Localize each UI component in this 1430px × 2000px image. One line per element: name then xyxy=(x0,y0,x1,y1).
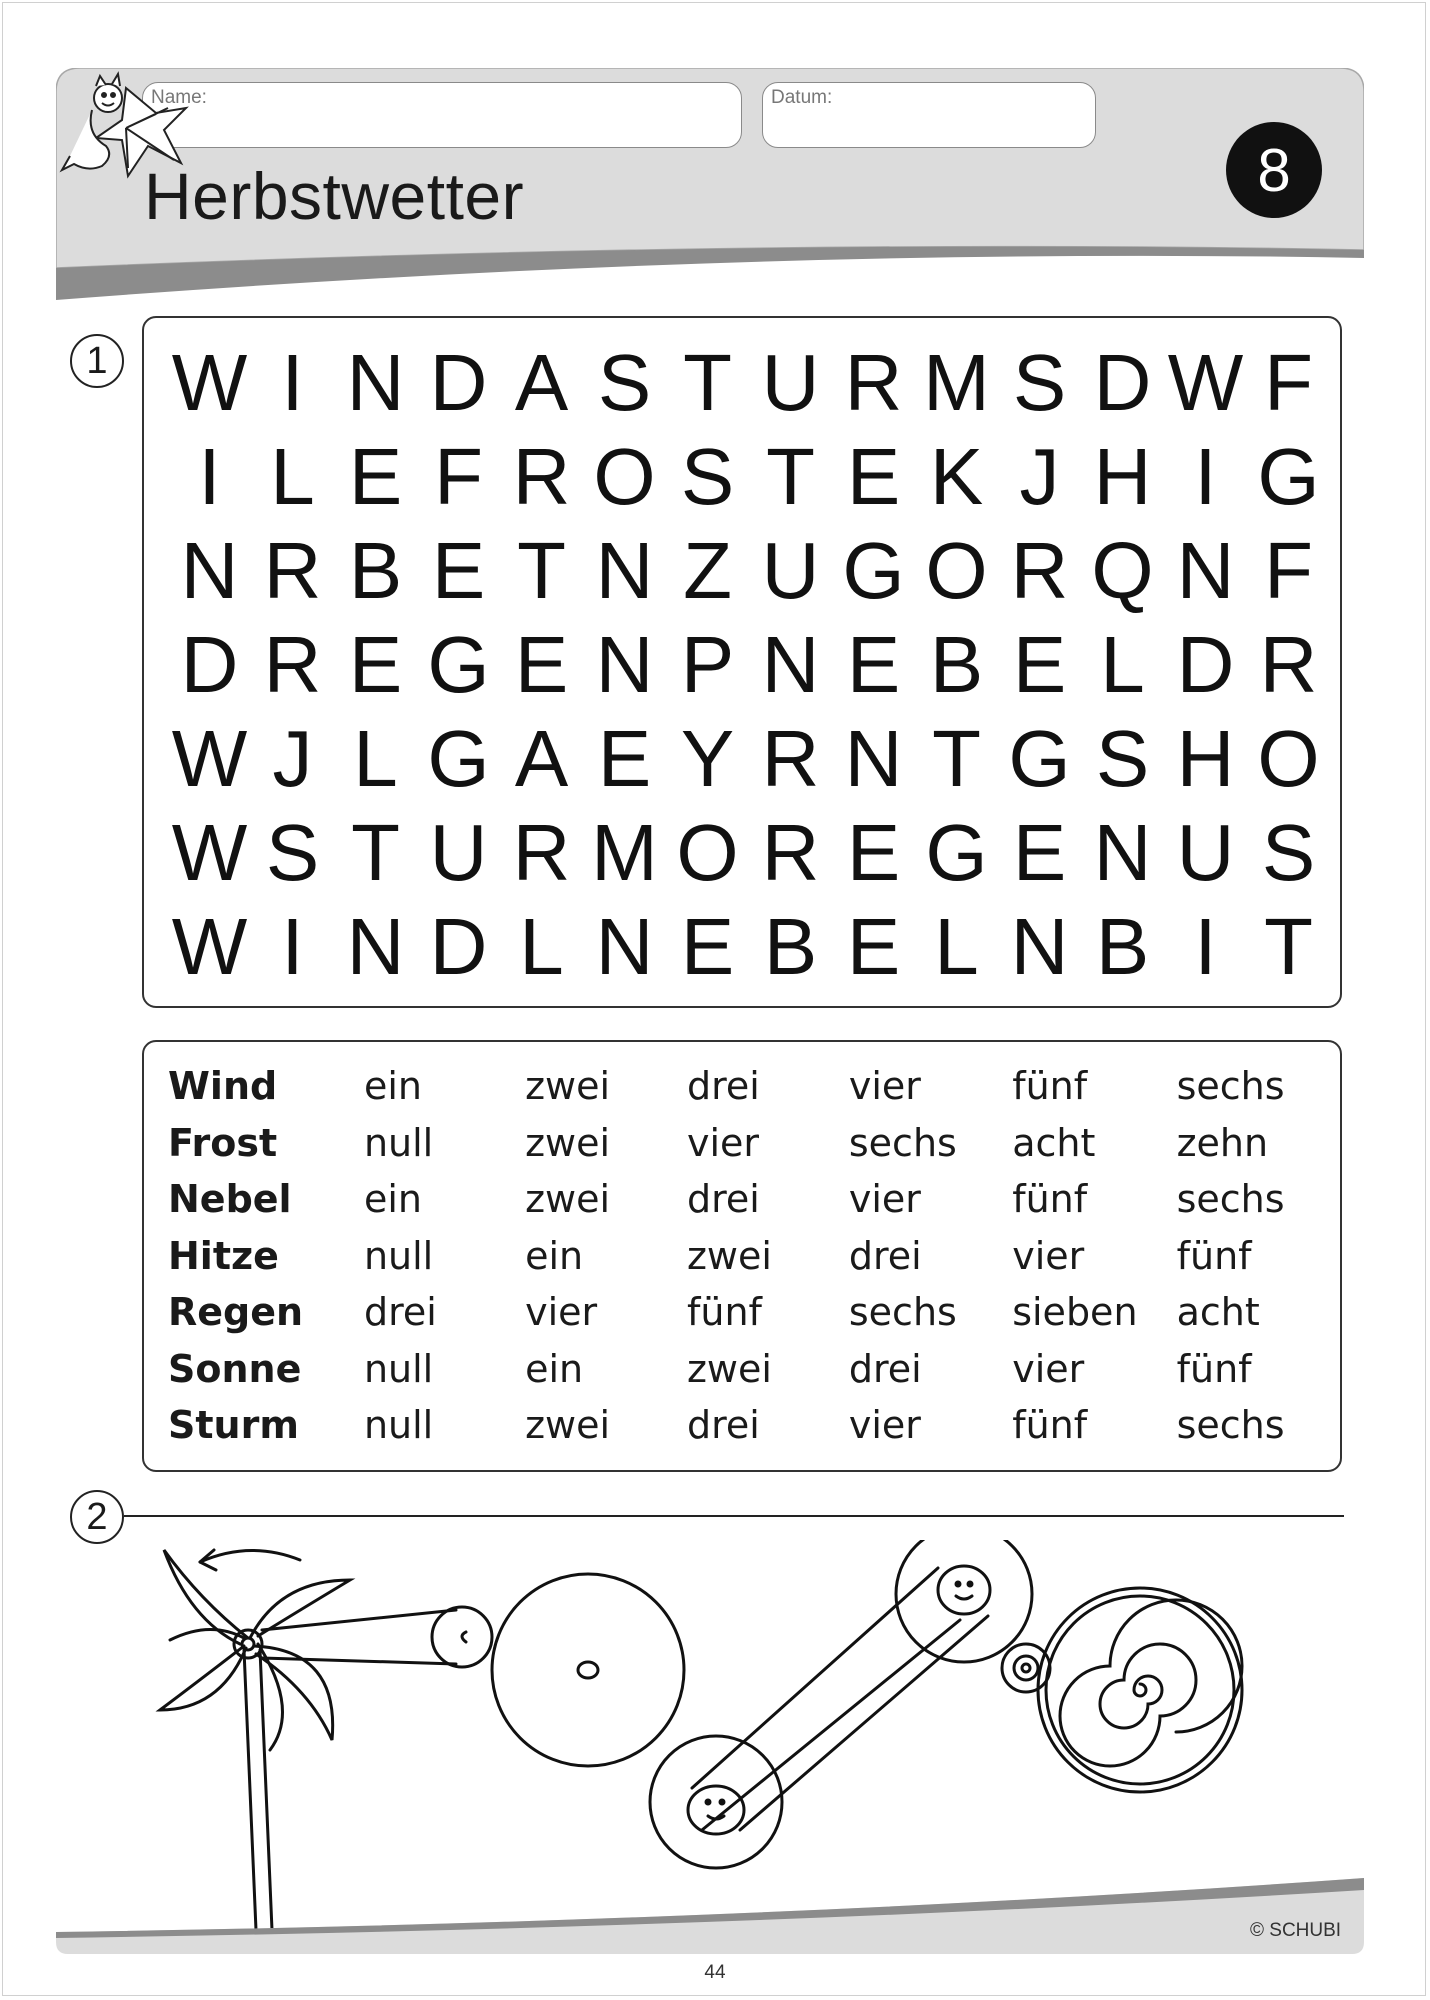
grid-letter[interactable]: R xyxy=(1259,620,1318,709)
count-option[interactable]: vier xyxy=(525,1290,598,1335)
date-label: Datum: xyxy=(771,87,833,108)
grid-letter[interactable]: G xyxy=(427,620,490,709)
grid-letter[interactable]: O xyxy=(676,808,739,897)
grid-letter[interactable]: Q xyxy=(1091,526,1154,615)
grid-letter[interactable]: L xyxy=(1100,620,1145,709)
count-option[interactable]: zwei xyxy=(686,1233,772,1278)
grid-letter[interactable]: A xyxy=(514,338,569,427)
grid-letter[interactable]: U xyxy=(761,338,820,427)
grid-letter[interactable]: U xyxy=(429,808,488,897)
grid-letter[interactable]: L xyxy=(353,714,398,803)
grid-letter[interactable]: I xyxy=(1194,432,1217,521)
grid-letter[interactable]: U xyxy=(761,526,820,615)
grid-letter[interactable]: L xyxy=(934,902,979,991)
word-count-table xyxy=(168,1058,1340,1454)
grid-letter[interactable]: E xyxy=(1012,808,1067,897)
grid-letter[interactable]: E xyxy=(348,432,403,521)
grid-letter[interactable]: G xyxy=(925,808,988,897)
count-option[interactable]: acht xyxy=(1176,1290,1260,1335)
count-option[interactable]: zehn xyxy=(1176,1120,1269,1165)
grid-letter[interactable]: D xyxy=(180,620,239,709)
grid-letter[interactable]: R xyxy=(761,714,820,803)
grid-letter[interactable]: Y xyxy=(680,714,735,803)
count-option[interactable]: zwei xyxy=(525,1120,611,1165)
grid-letter[interactable]: M xyxy=(923,338,990,427)
grid-letter[interactable]: I xyxy=(198,432,221,521)
grid-letter[interactable]: B xyxy=(348,526,403,615)
grid-letter[interactable]: T xyxy=(932,714,981,803)
grid-letter[interactable]: E xyxy=(1012,620,1067,709)
worksheet-header xyxy=(56,68,1364,300)
grid-letter[interactable]: G xyxy=(842,526,905,615)
count-option[interactable]: sechs xyxy=(1176,1064,1285,1109)
count-option[interactable]: fünf xyxy=(1012,1177,1088,1222)
grid-letter[interactable]: N xyxy=(346,902,405,991)
count-option[interactable]: vier xyxy=(1012,1346,1085,1391)
grid-letter[interactable]: R xyxy=(844,338,903,427)
count-option[interactable]: zwei xyxy=(525,1403,611,1448)
table-row xyxy=(168,1058,1340,1115)
count-option[interactable]: ein xyxy=(363,1064,422,1109)
count-option[interactable]: sechs xyxy=(848,1290,957,1335)
grid-letter[interactable]: N xyxy=(1176,526,1235,615)
word-search-box xyxy=(142,316,1342,1008)
grid-letter[interactable]: J xyxy=(272,714,313,803)
grid-letter[interactable]: E xyxy=(431,526,486,615)
count-option[interactable]: drei xyxy=(848,1346,922,1391)
count-option[interactable]: zwei xyxy=(525,1064,611,1109)
count-option[interactable]: vier xyxy=(848,1064,921,1109)
count-option[interactable]: ein xyxy=(525,1346,584,1391)
count-option[interactable]: zwei xyxy=(686,1346,772,1391)
date-field[interactable] xyxy=(762,82,1096,148)
grid-letter[interactable]: D xyxy=(1093,338,1152,427)
count-option[interactable]: sechs xyxy=(1176,1177,1285,1222)
grid-letter[interactable]: E xyxy=(680,902,735,991)
grid-letter[interactable]: F xyxy=(1264,526,1313,615)
grid-letter[interactable]: R xyxy=(1010,526,1069,615)
grid-letter[interactable]: G xyxy=(1008,714,1071,803)
grid-letter[interactable]: E xyxy=(348,620,403,709)
grid-letter[interactable]: S xyxy=(1261,808,1316,897)
count-option[interactable]: fünf xyxy=(1176,1233,1252,1278)
search-word: Sonne xyxy=(168,1346,302,1391)
grid-letter[interactable]: O xyxy=(925,526,988,615)
copyright: © SCHUBI xyxy=(1250,1920,1342,1941)
grid-letter[interactable]: H xyxy=(1176,714,1235,803)
count-option[interactable]: fünf xyxy=(1012,1403,1088,1448)
count-option[interactable]: fünf xyxy=(1012,1064,1088,1109)
grid-letter[interactable]: N xyxy=(844,714,903,803)
grid-letter[interactable]: R xyxy=(512,808,571,897)
count-option[interactable]: drei xyxy=(363,1290,437,1335)
grid-letter[interactable]: T xyxy=(766,432,815,521)
grid-letter[interactable]: K xyxy=(929,432,984,521)
grid-letter[interactable]: I xyxy=(281,338,304,427)
grid-letter[interactable]: J xyxy=(1019,432,1060,521)
grid-letter[interactable]: S xyxy=(265,808,320,897)
grid-letter[interactable]: W xyxy=(171,808,248,897)
count-option[interactable]: fünf xyxy=(1176,1346,1252,1391)
search-word: Wind xyxy=(168,1064,278,1109)
count-option[interactable]: sechs xyxy=(848,1120,957,1165)
grid-letter[interactable]: F xyxy=(434,432,483,521)
grid-letter[interactable]: D xyxy=(1176,620,1235,709)
grid-letter[interactable]: T xyxy=(683,338,732,427)
task-number-2: 2 xyxy=(70,1490,124,1544)
count-option[interactable]: drei xyxy=(686,1064,760,1109)
task-number-1: 1 xyxy=(70,334,124,388)
count-option[interactable]: drei xyxy=(686,1177,760,1222)
count-option[interactable]: null xyxy=(363,1346,434,1391)
table-row xyxy=(168,1284,1340,1341)
grid-letter[interactable]: W xyxy=(171,338,248,427)
dragon-leaf-icon xyxy=(56,68,196,188)
table-row xyxy=(168,1341,1340,1398)
grid-letter[interactable]: E xyxy=(846,808,901,897)
count-option[interactable]: sieben xyxy=(1012,1290,1138,1335)
grid-letter[interactable]: B xyxy=(929,620,984,709)
count-option[interactable]: vier xyxy=(848,1177,921,1222)
grid-letter[interactable]: R xyxy=(512,432,571,521)
grid-letter[interactable]: D xyxy=(429,338,488,427)
grid-letter[interactable]: L xyxy=(270,432,315,521)
count-option[interactable]: vier xyxy=(1012,1233,1085,1278)
grid-letter[interactable]: N xyxy=(1010,902,1069,991)
grid-letter[interactable]: H xyxy=(1093,432,1152,521)
count-option[interactable]: ein xyxy=(363,1177,422,1222)
grid-letter[interactable]: W xyxy=(171,902,248,991)
word-search-grid xyxy=(168,336,1330,994)
search-word: Hitze xyxy=(168,1233,279,1278)
count-option[interactable]: drei xyxy=(686,1403,760,1448)
grid-letter[interactable]: A xyxy=(514,714,569,803)
grid-letter[interactable]: T xyxy=(351,808,400,897)
grid-letter[interactable]: N xyxy=(595,526,654,615)
grid-letter[interactable]: F xyxy=(1264,338,1313,427)
name-label: Name: xyxy=(151,87,207,108)
lesson-number-badge: 8 xyxy=(1226,122,1322,218)
grid-letter[interactable]: N xyxy=(595,620,654,709)
grid-letter[interactable]: R xyxy=(761,808,820,897)
count-option[interactable]: acht xyxy=(1012,1120,1096,1165)
count-option[interactable]: null xyxy=(363,1403,434,1448)
grid-letter[interactable]: M xyxy=(591,808,658,897)
count-option[interactable]: ein xyxy=(525,1233,584,1278)
count-option[interactable]: fünf xyxy=(686,1290,762,1335)
grid-letter[interactable]: N xyxy=(180,526,239,615)
grid-letter[interactable]: E xyxy=(846,902,901,991)
grid-letter[interactable]: S xyxy=(1012,338,1067,427)
grid-letter[interactable]: Z xyxy=(683,526,732,615)
grid-letter[interactable]: N xyxy=(761,620,820,709)
table-row xyxy=(168,1115,1340,1172)
grid-letter[interactable]: G xyxy=(427,714,490,803)
grid-letter[interactable]: U xyxy=(1176,808,1235,897)
grid-letter[interactable]: B xyxy=(1095,902,1150,991)
grid-letter[interactable]: E xyxy=(846,432,901,521)
footer-band xyxy=(56,1866,1364,1966)
grid-letter[interactable]: T xyxy=(517,526,566,615)
grid-letter[interactable]: E xyxy=(514,620,569,709)
search-word: Sturm xyxy=(168,1403,299,1448)
grid-letter[interactable]: E xyxy=(846,620,901,709)
grid-letter[interactable]: O xyxy=(1257,714,1320,803)
grid-letter[interactable]: G xyxy=(1257,432,1320,521)
answer-line[interactable] xyxy=(124,1515,1344,1517)
grid-letter[interactable]: S xyxy=(597,338,652,427)
table-row xyxy=(168,1171,1340,1228)
grid-letter[interactable]: W xyxy=(1167,338,1244,427)
grid-letter[interactable]: N xyxy=(1093,808,1152,897)
name-field[interactable] xyxy=(142,82,742,148)
grid-letter[interactable]: S xyxy=(1095,714,1150,803)
grid-letter[interactable]: R xyxy=(263,526,322,615)
count-option[interactable]: drei xyxy=(848,1233,922,1278)
count-option[interactable]: null xyxy=(363,1233,434,1278)
grid-letter[interactable]: I xyxy=(1194,902,1217,991)
search-word: Nebel xyxy=(168,1177,292,1222)
grid-letter[interactable]: N xyxy=(346,338,405,427)
grid-letter[interactable]: E xyxy=(597,714,652,803)
grid-letter[interactable]: N xyxy=(595,902,654,991)
grid-letter[interactable]: D xyxy=(429,902,488,991)
count-option[interactable]: vier xyxy=(686,1120,760,1165)
grid-letter[interactable]: O xyxy=(593,432,656,521)
word-count-box xyxy=(142,1040,1342,1472)
grid-letter[interactable]: S xyxy=(680,432,735,521)
count-option[interactable]: vier xyxy=(848,1403,921,1448)
table-row xyxy=(168,1228,1340,1285)
count-option[interactable]: null xyxy=(363,1120,434,1165)
search-word: Regen xyxy=(168,1290,304,1335)
search-word: Frost xyxy=(168,1120,278,1165)
grid-letter[interactable]: B xyxy=(763,902,818,991)
grid-letter[interactable]: I xyxy=(281,902,304,991)
count-option[interactable]: zwei xyxy=(525,1177,611,1222)
grid-letter[interactable]: P xyxy=(680,620,735,709)
count-option[interactable]: sechs xyxy=(1176,1403,1285,1448)
grid-letter[interactable]: L xyxy=(519,902,564,991)
grid-letter[interactable]: T xyxy=(1264,902,1313,991)
table-row xyxy=(168,1397,1340,1454)
grid-letter[interactable]: R xyxy=(263,620,322,709)
page-title: Herbstwetter xyxy=(144,159,525,233)
grid-letter[interactable]: W xyxy=(171,714,248,803)
page-number: 44 xyxy=(704,1962,726,1983)
